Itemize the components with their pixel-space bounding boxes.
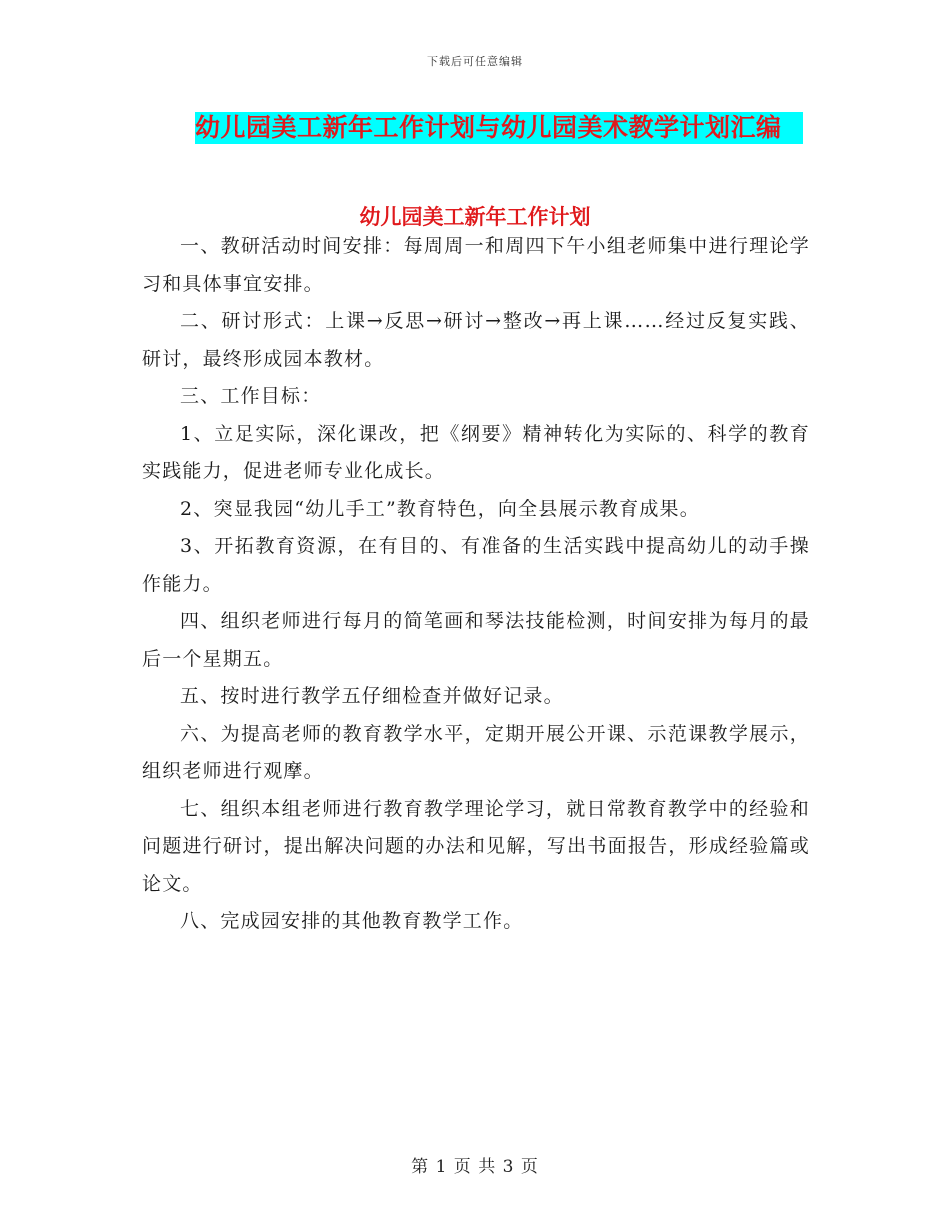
main-title: 幼儿园美工新年工作计划与幼儿园美术教学计划汇编 — [195, 113, 782, 142]
paragraph-6: 3、开拓教育资源，在有目的、有准备的生活实践中提高幼儿的动手操作能力。 — [142, 535, 810, 595]
paragraph-8: 五、按时进行教学五仔细检查并做好记录。 — [180, 685, 564, 707]
paragraph-2: 二、研讨形式：上课→反思→研讨→整改→再上课……经过反复实践、研讨，最终形成园本教材。 — [142, 310, 810, 370]
main-title-highlight — [195, 112, 803, 144]
header-note: 下载后可任意编辑 — [427, 55, 523, 68]
document-body — [142, 228, 810, 941]
paragraph-1: 一、教研活动时间安排：每周周一和周四下午小组老师集中进行理论学习和具体事宜安排。 — [142, 235, 810, 295]
paragraph-9: 六、为提高老师的教育教学水平，定期开展公开课、示范课教学展示，组织老师进行观摩。 — [142, 722, 810, 782]
page-footer: 第 1 页 共 3 页 — [411, 1157, 539, 1177]
paragraph-11: 八、完成园安排的其他教育教学工作。 — [180, 910, 524, 932]
paragraph-4: 1、立足实际，深化课改，把《纲要》精神转化为实际的、科学的教育实践能力，促进老师专业化成长。 — [142, 422, 810, 482]
paragraph-3: 三、工作目标： — [180, 385, 322, 407]
paragraph-5: 2、突显我园“幼儿手工”教育特色，向全县展示教育成果。 — [180, 497, 700, 520]
section-title: 幼儿园美工新年工作计划 — [359, 205, 591, 229]
paragraph-7: 四、组织老师进行每月的简笔画和琴法技能检测，时间安排为每月的最后一个星期五。 — [142, 610, 810, 670]
paragraph-10: 七、组织本组老师进行教育教学理论学习，就日常教育教学中的经验和问题进行研讨，提出解决问题的办法和见解，写出书面报告，形成经验篇或论文。 — [142, 797, 810, 895]
